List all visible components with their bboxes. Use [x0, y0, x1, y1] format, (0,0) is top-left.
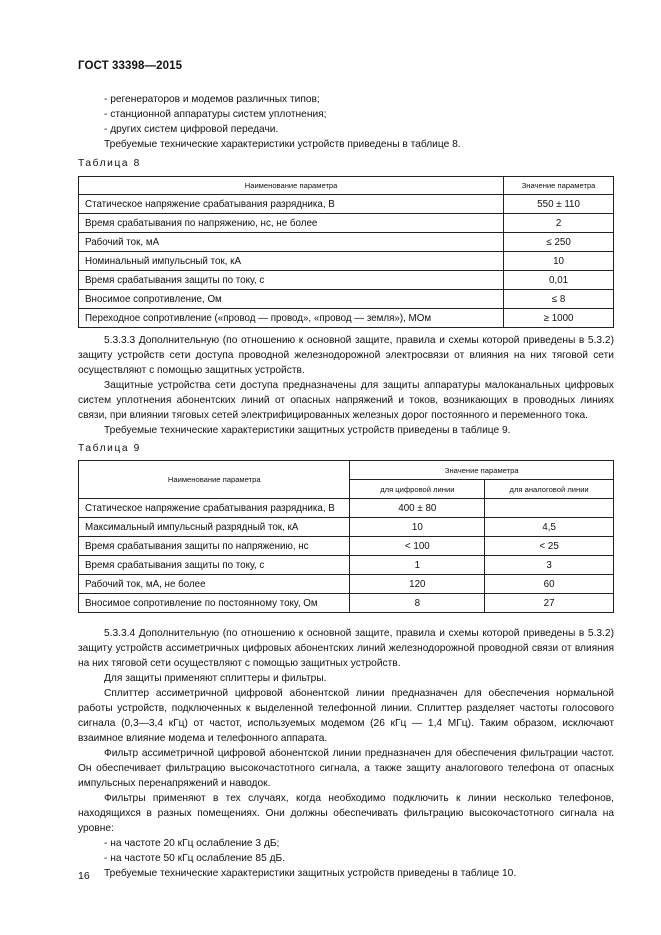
list-item: - других систем цифровой передачи.	[104, 124, 279, 135]
table9-col-digital: для цифровой линии	[350, 480, 485, 499]
intro-closing: Требуемые технические характеристики устройств приведены в таблице 8.	[104, 139, 461, 150]
table-row	[79, 290, 614, 309]
table9-cell-analog: 27	[485, 594, 614, 613]
table-8	[78, 176, 614, 328]
table8-cell-value: 0,01	[504, 271, 614, 290]
paragraph: Фильтры применяют в тех случаях, когда необходимо подключить к линии несколько телефонов, находящихся в разных помещениях. Они должны обеспечивать фильтрацию высокочастотного сигнала на уровне:	[78, 793, 614, 834]
list-item: - на частоте 20 кГц ослабление 3 дБ;	[104, 838, 280, 849]
paragraph: Для защиты применяют сплиттеры и фильтры.	[104, 673, 327, 684]
table9-cell-analog: < 25	[485, 537, 614, 556]
table8-caption: Таблица 8	[78, 158, 141, 169]
table8-cell-param: Рабочий ток, мА	[79, 233, 504, 252]
table9-cell-param: Вносимое сопротивление по постоянному току, Ом	[79, 594, 350, 613]
table9-cell-param: Рабочий ток, мА, не более	[79, 575, 350, 594]
table9-cell-param: Статическое напряжение срабатывания разрядника, В	[79, 499, 350, 518]
table-row	[79, 252, 614, 271]
table9-cell-analog	[485, 499, 614, 518]
table9-cell-digital: 1	[350, 556, 485, 575]
list-item: - на частоте 50 кГц ослабление 85 дБ.	[104, 853, 286, 864]
table8-col-param: Наименование параметра	[79, 177, 504, 195]
table8-col-value: Значение параметра	[504, 177, 614, 195]
section-5-3-3-3	[78, 333, 614, 438]
table8-cell-param: Время срабатывания защиты по току, с	[79, 271, 504, 290]
table9-cell-analog: 3	[485, 556, 614, 575]
table9-cell-param: Максимальный импульсный разрядный ток, кА	[79, 518, 350, 537]
table-row	[79, 499, 614, 518]
table9-cell-digital: 400 ± 80	[350, 499, 485, 518]
table-row	[79, 233, 614, 252]
table8-cell-value: 550 ± 110	[504, 195, 614, 214]
table8-cell-value: 2	[504, 214, 614, 233]
paragraph: 5.3.3.4 Дополнительную (по отношению к основной защите, правила и схемы которой приведены в 5.3.2) защиту устройств ассиметричных цифровых абонентских линий железнодорожной проводной связи от влияния на них тяговой сети осуществляют с помощью защитных устройств.	[78, 628, 614, 669]
table9-cell-param: Время срабатывания защиты по напряжению, нс	[79, 537, 350, 556]
paragraph: Требуемые технические характеристики защитных устройств приведены в таблице 9.	[104, 425, 511, 436]
table-row	[79, 556, 614, 575]
table9-cell-digital: 120	[350, 575, 485, 594]
table9-col-analog: для аналоговой линии	[485, 480, 614, 499]
paragraph: Требуемые технические характеристики защитных устройств приведены в таблице 10.	[104, 868, 517, 879]
table-row	[79, 518, 614, 537]
table-row	[79, 195, 614, 214]
table-row	[79, 594, 614, 613]
table8-cell-value: ≤ 8	[504, 290, 614, 309]
table9-cell-param: Время срабатывания защиты по току, с	[79, 556, 350, 575]
table8-cell-value: ≥ 1000	[504, 309, 614, 328]
table-row	[79, 271, 614, 290]
table-row	[79, 214, 614, 233]
paragraph: Фильтр ассиметричной цифровой абонентской линии предназначен для обеспечения фильтрации частот. Он обеспечивает фильтрацию высокочастотного сигнала, а также защиту аналогового телефона от опасных импульсных перенапряжений и наводок.	[78, 748, 614, 789]
paragraph: 5.3.3.3 Дополнительную (по отношению к основной защите, правила и схемы которой приведены в 5.3.2) защиту устройств сети доступа проводной железнодорожной электросвязи от влияния на них тяговой сети осуществляют с помощью защитных устройств.	[78, 335, 614, 376]
table9-caption: Таблица 9	[78, 443, 141, 454]
table8-cell-param: Время срабатывания по напряжению, нс, не более	[79, 214, 504, 233]
table9-col-value: Значение параметра	[350, 461, 614, 480]
table9-cell-analog: 4,5	[485, 518, 614, 537]
table9-cell-digital: 10	[350, 518, 485, 537]
table9-col-param: Наименование параметра	[79, 461, 350, 499]
table-row	[79, 309, 614, 328]
table-9	[78, 460, 614, 613]
intro-block	[78, 92, 614, 152]
paragraph: Сплиттер ассиметричной цифровой абонентской линии предназначен для обеспечения нормальной работы устройств, подключенных к выделенной телефонной линии. Сплиттер разделяет частоты голосового сигнала (0,3—3,4 кГц) от частот, используемых модемом (26 кГц — 1,4 МГц). Таким образом, исключают взаимное влияние модема и телефонного аппарата.	[78, 688, 614, 744]
table8-cell-param: Вносимое сопротивление, Ом	[79, 290, 504, 309]
table9-cell-digital: 8	[350, 594, 485, 613]
table8-cell-value: ≤ 250	[504, 233, 614, 252]
page-number: 16	[78, 870, 90, 882]
table9-cell-analog: 60	[485, 575, 614, 594]
table9-cell-digital: < 100	[350, 537, 485, 556]
table8-cell-param: Статическое напряжение срабатывания разрядника, В	[79, 195, 504, 214]
document-header: ГОСТ 33398—2015	[78, 60, 183, 72]
table8-cell-param: Номинальный импульсный ток, кА	[79, 252, 504, 271]
table-row	[79, 575, 614, 594]
list-item: - регенераторов и модемов различных типов;	[104, 94, 320, 105]
table8-cell-value: 10	[504, 252, 614, 271]
list-item: - станционной аппаратуры систем уплотнения;	[104, 109, 327, 120]
table-row	[79, 537, 614, 556]
section-5-3-3-4	[78, 626, 614, 881]
paragraph: Защитные устройства сети доступа предназначены для защиты аппаратуры малоканальных цифровых систем уплотнения абонентских линий от опасных напряжений и токов, возникающих в проводных линиях связи, при влиянии тяговых сетей электрифицированных железных дорог постоянного и переменного тока.	[78, 380, 614, 421]
table8-cell-param: Переходное сопротивление («провод — провод», «провод — земля»), МОм	[79, 309, 504, 328]
